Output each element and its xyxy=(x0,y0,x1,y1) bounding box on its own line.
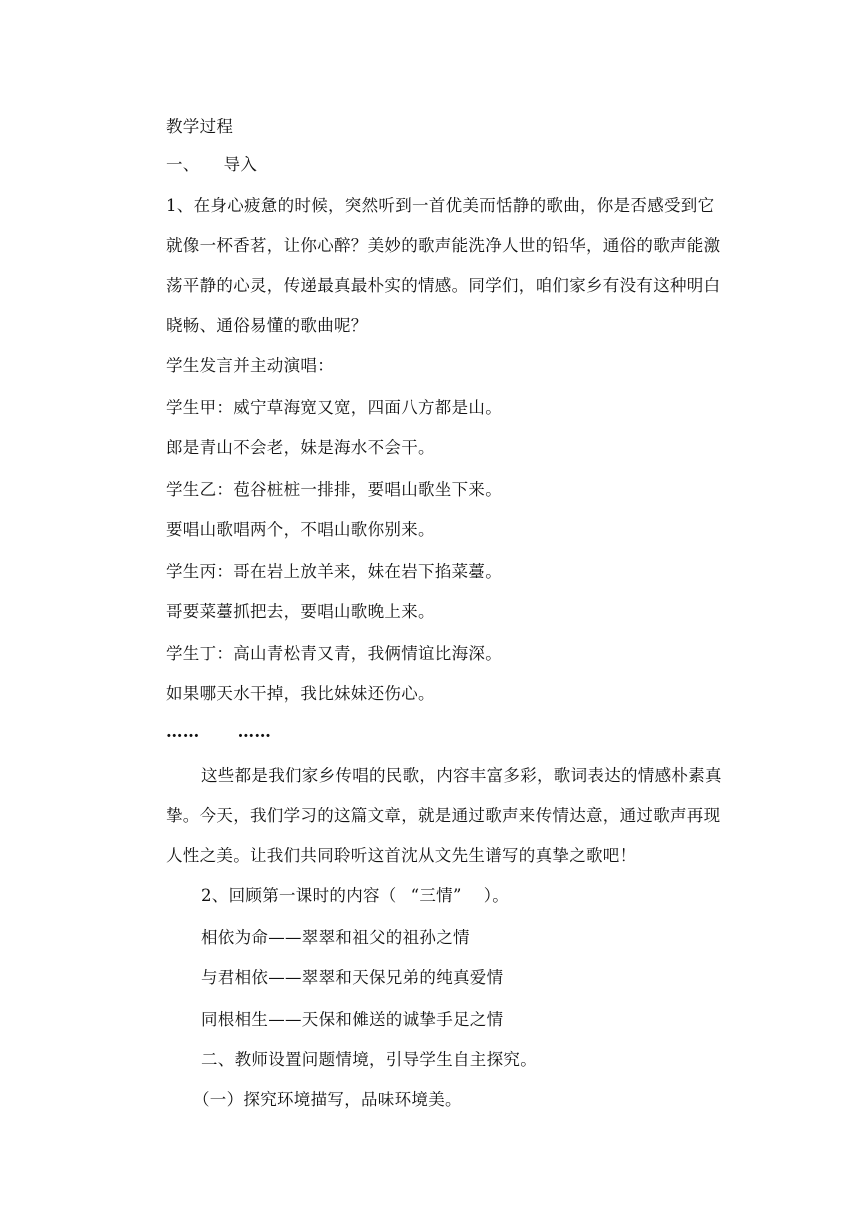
song-line: 学生甲：威宁草海宽又宽，四面八方都是山。 xyxy=(166,398,502,417)
heading-teaching-process: 教学过程 xyxy=(166,117,234,136)
song-line: 如果哪天水干掉，我比妹妹还伤心。 xyxy=(166,684,435,703)
song-line: 哥要菜薹抓把去，要唱山歌晚上来。 xyxy=(166,602,435,621)
ellipsis-row xyxy=(166,722,271,742)
emotion-item: 相依为命——翠翠和祖父的祖孙之情 xyxy=(201,928,470,947)
review-keyword: “三情” xyxy=(410,886,462,905)
section1-number: 一、 xyxy=(166,155,200,174)
emotion-item: 与君相依——翠翠和天保兄弟的纯真爱情 xyxy=(201,968,504,987)
section2-heading: 二、教师设置问题情境，引导学生自主探究。 xyxy=(201,1050,537,1069)
para2-line-3: 人性之美。让我们共同聆听这首沈从文先生谱写的真挚之歌吧！ xyxy=(166,846,637,865)
para1-line-2: 就像一杯香茗，让你心醉？美妙的歌声能洗净人世的铅华，通俗的歌声能激 xyxy=(166,236,721,255)
song-line: 要唱山歌唱两个，不唱山歌你别来。 xyxy=(166,520,435,539)
song-line: 郎是青山不会老，妹是海水不会干。 xyxy=(166,438,435,457)
review-line xyxy=(201,886,509,906)
emotion-item: 同根相生——天保和傩送的诚挚手足之情 xyxy=(201,1010,504,1029)
review-prefix: 2、回顾第一课时的内容（ xyxy=(201,886,397,905)
song-line: 学生丁：高山青松青又青，我俩情谊比海深。 xyxy=(166,644,502,663)
para2-line-1: 这些都是我们家乡传唱的民歌，内容丰富多彩，歌词表达的情感朴素真 xyxy=(201,766,722,785)
section1-title: 导入 xyxy=(223,155,258,174)
para1-line-1: 1、在身心疲惫的时候，突然听到一首优美而恬静的歌曲，你是否感受到它 xyxy=(166,196,715,215)
section1-heading xyxy=(166,155,257,175)
song-line: 学生丙：哥在岩上放羊来，妹在岩下掐菜薹。 xyxy=(166,562,502,581)
para1-line-4: 晓畅、通俗易懂的歌曲呢？ xyxy=(166,316,368,335)
student-intro: 学生发言并主动演唱： xyxy=(166,356,334,375)
ellipsis-a: …… xyxy=(166,722,200,741)
song-line: 学生乙：苞谷桩桩一排排，要唱山歌坐下来。 xyxy=(166,480,502,499)
subsection1-heading: （一）探究环境描写，品味环境美。 xyxy=(193,1090,462,1109)
para1-line-3: 荡平静的心灵，传递最真最朴实的情感。同学们，咱们家乡有没有这种明白 xyxy=(166,276,721,295)
ellipsis-b: …… xyxy=(237,722,272,741)
review-suffix: ）。 xyxy=(483,886,510,905)
para2-line-2: 挚。今天，我们学习的这篇文章，就是通过歌声来传情达意，通过歌声再现 xyxy=(166,806,721,825)
